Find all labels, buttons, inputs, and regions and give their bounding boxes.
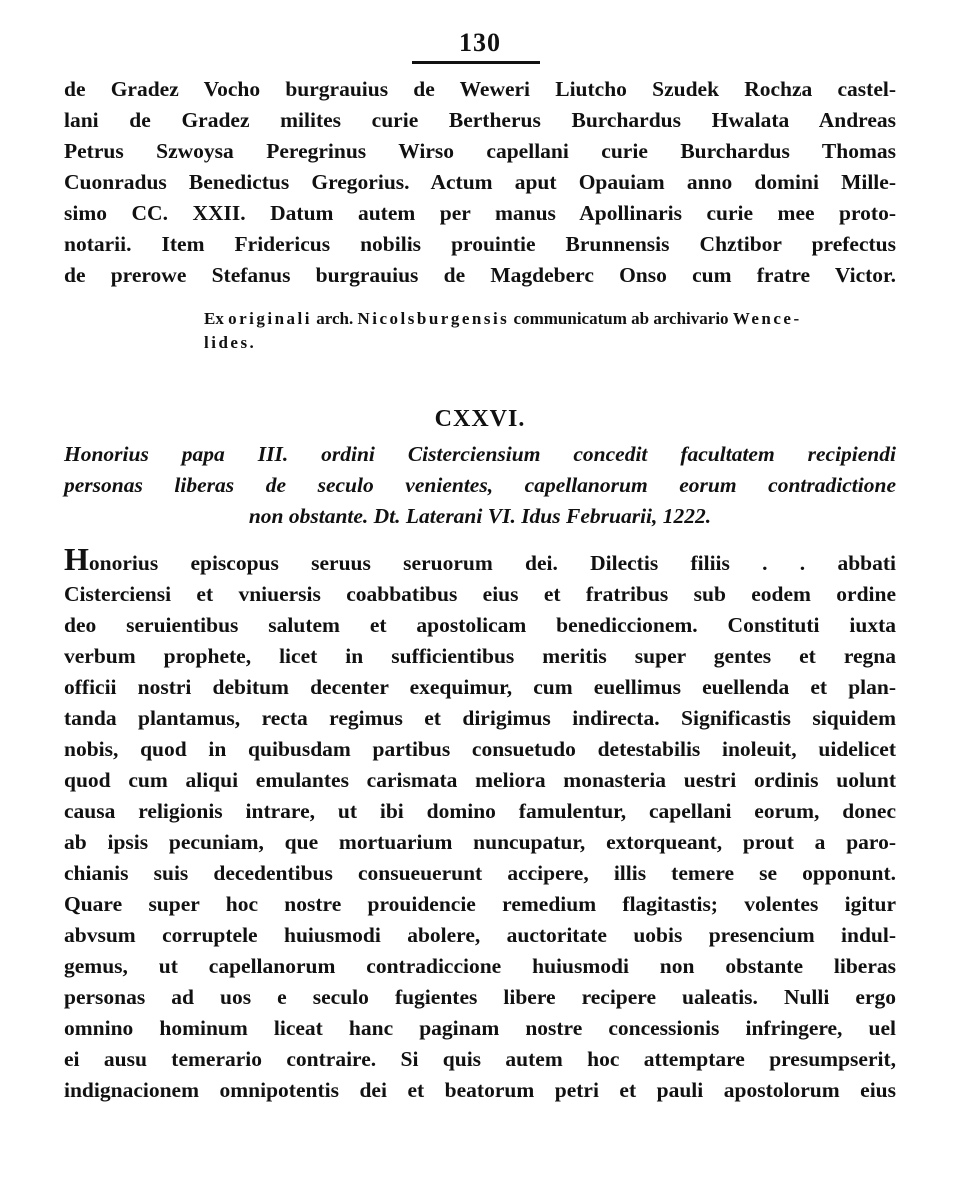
text-line: deo seruientibus salutem et apostolicam benediccionem. Constituti iuxta <box>64 613 896 637</box>
note-spaced-text: Nicolsburgensis <box>357 309 510 328</box>
text-line: verbum prophete, licet in sufficientibus meritis super gentes et regna <box>64 644 896 668</box>
regest-line: personas liberas de seculo venientes, capellanorum eorum contradictione <box>64 473 896 497</box>
text-line <box>64 541 896 579</box>
document-body <box>64 541 896 1106</box>
note-spaced-text: lides. <box>204 333 257 352</box>
text-line: de prerowe Stefanus burgrauius de Magdeberc Onso cum fratre Victor. <box>64 263 896 287</box>
page-number: 130 <box>459 28 501 57</box>
previous-document-text <box>64 74 896 291</box>
text-line: quod cum aliqui emulantes carismata meliora monasteria uestri ordinis uolunt <box>64 768 896 792</box>
initial-letter: H <box>64 541 89 577</box>
regest-line: non obstante. Dt. Laterani VI. Idus Februarii, 1222. <box>248 504 712 528</box>
document-page <box>64 28 896 1106</box>
text-line: indignacionem omnipotentis dei et beatorum petri et pauli apostolorum eius <box>64 1078 896 1102</box>
text-line: Quare super hoc nostre prouidencie remedium flagitastis; volentes igitur <box>64 892 896 916</box>
text-line-content: onorius episcopus seruus seruorum dei. Dilectis filiis . . abbati <box>88 551 896 575</box>
text-line: chianis suis decedentibus consueuerunt accipere, illis temere se opponunt. <box>64 861 896 885</box>
text-line: Petrus Szwoysa Peregrinus Wirso capellani curie Burchardus Thomas <box>64 139 896 163</box>
text-line: omnino hominum liceat hanc paginam nostre concessionis infringere, uel <box>64 1016 896 1040</box>
regest <box>64 439 896 532</box>
text-line: simo CC. XXII. Datum autem per manus Apollinaris curie mee proto- <box>64 201 896 225</box>
text-line: ab ipsis pecuniam, que mortuarium nuncupatur, extorqueant, prout a paro- <box>64 830 896 854</box>
text-line: officii nostri debitum decenter exequimur, cum euellimus euellenda et plan- <box>64 675 896 699</box>
text-line: Cisterciensi et vniuersis coabbatibus eius et fratribus sub eodem ordine <box>64 582 896 606</box>
note-text: communicatum ab archivario <box>509 309 733 328</box>
document-number: CXXVI. <box>434 406 526 432</box>
text-line: ei ausu temerario contraire. Si quis autem hoc attemptare presumpserit, <box>64 1047 896 1071</box>
source-note <box>64 307 896 355</box>
source-note-line <box>204 307 896 331</box>
text-line: nobis, quod in quibusdam partibus consuetudo detestabilis inoleuit, uidelicet <box>64 737 896 761</box>
note-spaced-text: originali <box>228 309 312 328</box>
text-line: lani de Gradez milites curie Bertherus Burchardus Hwalata Andreas <box>64 108 896 132</box>
text-line: tanda plantamus, recta regimus et dirigimus indirecta. Significastis siquidem <box>64 706 896 730</box>
text-line: Cuonradus Benedictus Gregorius. Actum aput Opauiam anno domini Mille- <box>64 170 896 194</box>
source-note-line <box>204 331 896 355</box>
regest-line: Honorius papa III. ordini Cisterciensium concedit facultatem recipiendi <box>64 442 896 466</box>
page-number-rule <box>412 61 540 64</box>
text-line: abvsum corruptele huiusmodi abolere, auctoritate uobis presencium indul- <box>64 923 896 947</box>
page-header <box>64 28 896 74</box>
note-text: arch. <box>312 309 358 328</box>
note-spaced-text: Wence- <box>732 309 802 328</box>
text-line: personas ad uos e seculo fugientes libere recipere ualeatis. Nulli ergo <box>64 985 896 1009</box>
text-line: gemus, ut capellanorum contradiccione huiusmodi non obstante liberas <box>64 954 896 978</box>
text-line: notarii. Item Fridericus nobilis prouintie Brunnensis Chztibor prefectus <box>64 232 896 256</box>
text-line: de Gradez Vocho burgrauius de Weweri Liutcho Szudek Rochza castel- <box>64 77 896 101</box>
text-line: causa religionis intrare, ut ibi domino famulentur, capellani eorum, donec <box>64 799 896 823</box>
note-text: Ex <box>204 309 229 328</box>
